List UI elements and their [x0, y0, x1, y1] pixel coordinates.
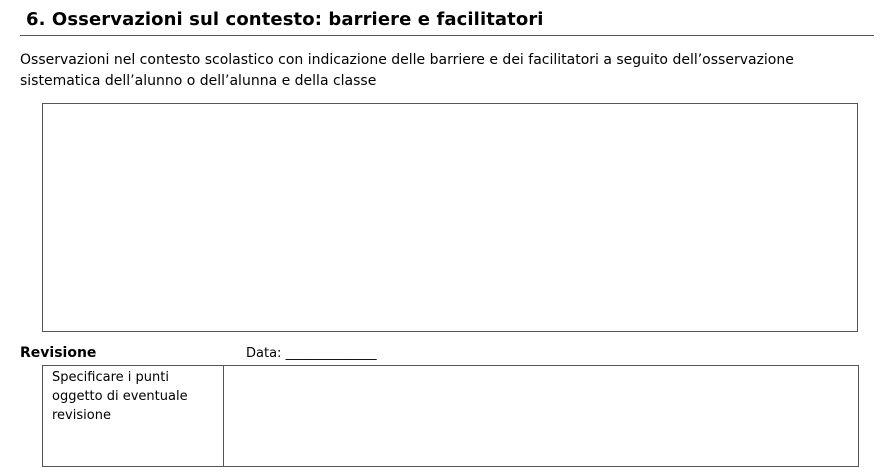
revision-title: Revisione [20, 345, 97, 361]
revision-points-label-line-2: oggetto di eventuale [52, 389, 188, 404]
instructions-line-1: Osservazioni nel contesto scolastico con indicazione delle barriere e dei facilitatori a seguito dell’osservazione [20, 52, 794, 68]
revision-points-text-area[interactable] [224, 366, 858, 466]
observations-text-area[interactable] [42, 103, 858, 332]
revision-points-label-line-3: revisione [52, 408, 111, 423]
revision-date [246, 346, 377, 361]
revision-points-label-line-1: Specificare i punti [52, 370, 169, 385]
revision-date-field[interactable]: ______________ [285, 346, 377, 361]
title-divider [20, 35, 874, 36]
section-title: 6. Osservazioni sul contesto: barriere e facilitatori [26, 9, 544, 30]
revision-date-label: Data: [246, 346, 282, 361]
revision-points-label-cell [43, 366, 224, 466]
instructions-line-2: sistematica dell’alunno o dell’alunna e della classe [20, 73, 377, 89]
section-instructions [20, 50, 870, 92]
revision-table [42, 365, 859, 467]
